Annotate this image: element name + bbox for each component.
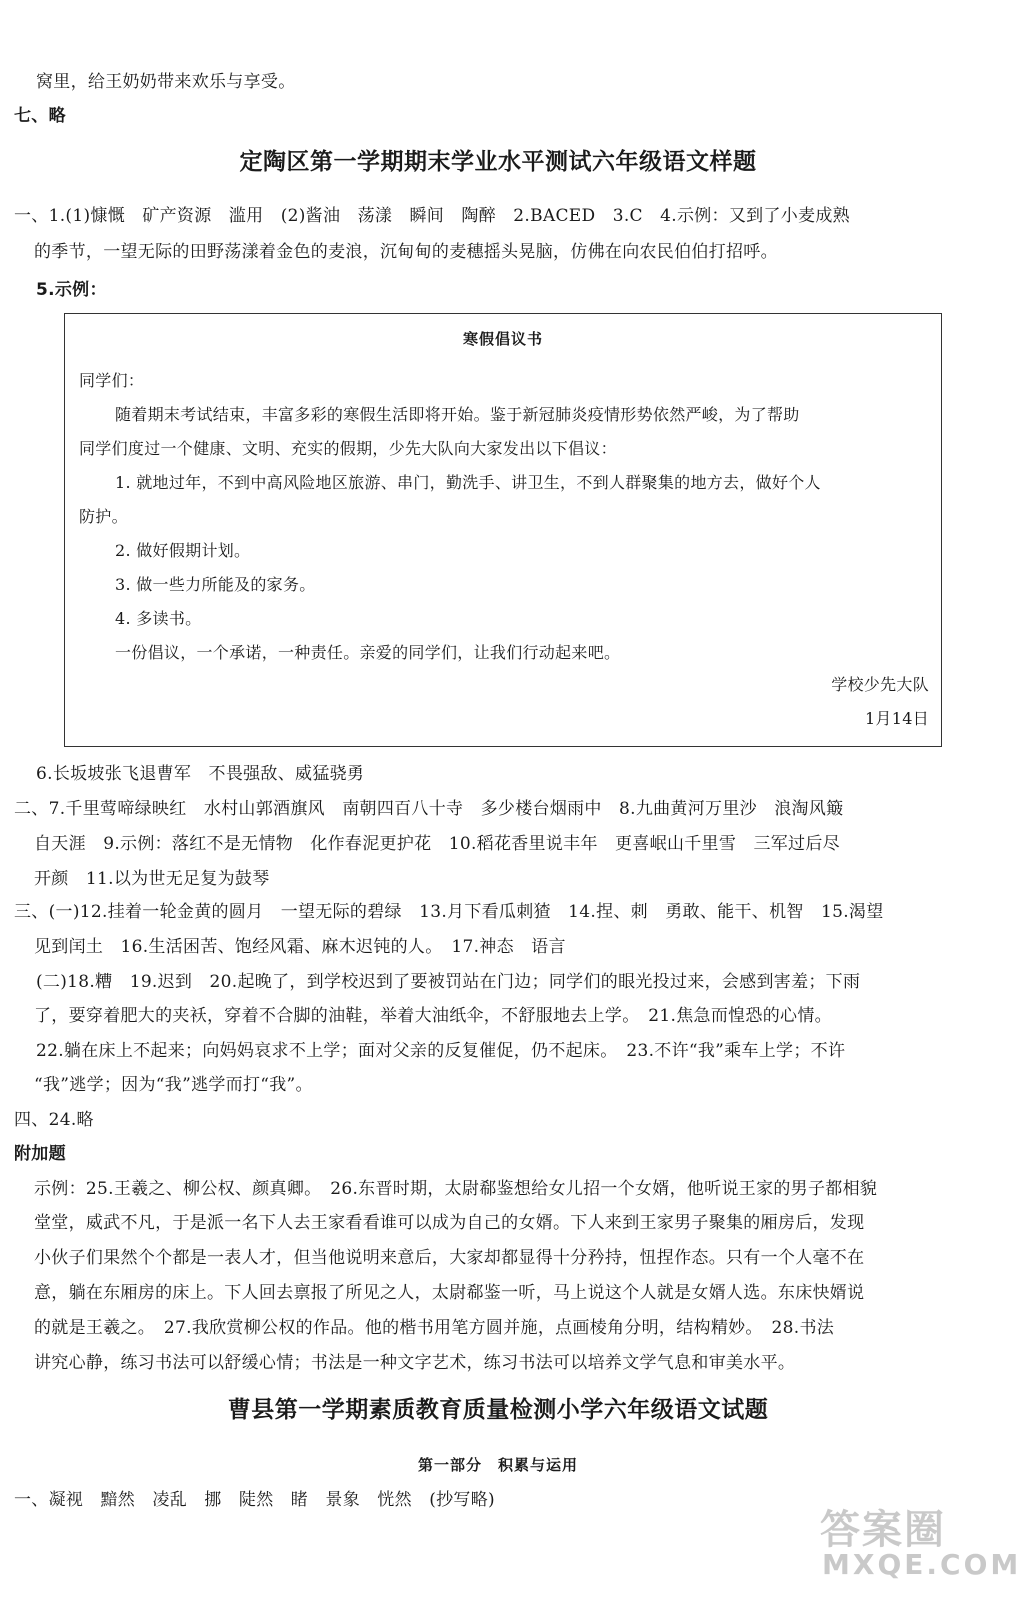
text-line: 窝里，给王奶奶带来欢乐与享受。 xyxy=(36,72,296,92)
section-title: 曹县第一学期素质教育质量检测小学六年级语文试题 xyxy=(227,1397,769,1423)
letter-line: 4. 多读书。 xyxy=(115,609,202,628)
answer-line: 开颜 11.以为世无足复为鼓琴 xyxy=(34,869,270,889)
answer-line: 一、1.(1)慷慨 矿产资源 滥用 (2)酱油 荡漾 瞬间 陶醉 2.BACED 3.C 4.示例：又到了小麦成熟 xyxy=(14,206,850,226)
answer-line: 三、(一)12.挂着一轮金黄的圆月 一望无际的碧绿 13.月下看瓜刺猹 14.捏、刺 勇敢、能干、机智 15.渴望 xyxy=(14,902,884,922)
letter-box xyxy=(64,313,942,747)
letter-date: 1月14日 xyxy=(864,709,929,728)
answer-line: 意，躺在东厢房的床上。下人回去禀报了所见之人，太尉郗鉴一听，马上说这个人就是女婿人选。东床快婿说 xyxy=(34,1283,865,1303)
answer-line: (二)18.糟 19.迟到 20.起晚了，到学校迟到了要被罚站在门边；同学们的眼光投过来，会感到害羞；下雨 xyxy=(36,972,861,992)
watermark-text-bottom: MXQE.COM xyxy=(822,1548,1021,1581)
part-title: 第一部分 积累与运用 xyxy=(417,1456,578,1474)
watermark-text-top: 答案圈 xyxy=(820,1507,946,1553)
answer-line: 22.躺在床上不起来；向妈妈哀求不上学；面对父亲的反复催促，仍不起床。 23.不许“我”乘车上学；不许 xyxy=(36,1041,846,1061)
answer-line: 一、凝视 黯然 凌乱 挪 陡然 睹 景象 恍然 (抄写略) xyxy=(14,1490,495,1510)
answer-line: 的就是王羲之。 27.我欣赏柳公权的作品。他的楷书用笔方圆并施，点画棱角分明，结构精妙。 28.书法 xyxy=(34,1318,835,1338)
answer-line: 见到闰土 16.生活困苦、饱经风霜、麻木迟钝的人。 17.神态 语言 xyxy=(34,937,566,957)
letter-line: 3. 做一些力所能及的家务。 xyxy=(115,575,316,594)
answer-line: 四、24.略 xyxy=(14,1110,94,1130)
answer-line: 堂堂，威武不凡，于是派一名下人去王家看看谁可以成为自己的女婿。下人来到王家男子聚集的厢房后，发现 xyxy=(34,1213,865,1233)
letter-line: 随着期末考试结束，丰富多彩的寒假生活即将开始。鉴于新冠肺炎疫情形势依然严峻，为了帮助 xyxy=(115,405,800,424)
answer-line: 了，要穿着肥大的夹袄，穿着不合脚的油鞋，举着大油纸伞，不舒服地去上学。 21.焦急而惶恐的心情。 xyxy=(34,1006,832,1026)
answer-line: 6.长坂坡张飞退曹军 不畏强敌、威猛骁勇 xyxy=(36,764,365,784)
letter-line: 防护。 xyxy=(79,507,128,526)
section-heading: 七、略 xyxy=(14,106,66,126)
letter-signature: 学校少先大队 xyxy=(831,675,929,694)
answer-line: 二、7.千里莺啼绿映红 水村山郭酒旗风 南朝四百八十寺 多少楼台烟雨中 8.九曲黄河万里沙 浪淘风簸 xyxy=(14,799,844,819)
answer-line: 小伙子们果然个个都是一表人才，但当他说明来意后，大家却都显得十分矜持，忸捏作态。只有一个人毫不在 xyxy=(34,1248,865,1268)
extra-label: 附加题 xyxy=(14,1144,66,1164)
letter-line: 一份倡议，一个承诺，一种责任。亲爱的同学们，让我们行动起来吧。 xyxy=(115,643,621,662)
answer-label: 5.示例： xyxy=(36,280,107,300)
letter-line: 1. 就地过年，不到中高风险地区旅游、串门，勤洗手、讲卫生，不到人群聚集的地方去，做好个人 xyxy=(115,473,821,492)
answer-line: 自天涯 9.示例：落红不是无情物 化作春泥更护花 10.稻花香里说丰年 更喜岷山千里雪 三军过后尽 xyxy=(34,834,840,854)
answer-line: 的季节，一望无际的田野荡漾着金色的麦浪，沉甸甸的麦穗摇头晃脑，仿佛在向农民伯伯打招呼。 xyxy=(34,242,778,262)
letter-line: 同学们度过一个健康、文明、充实的假期，少先大队向大家发出以下倡议： xyxy=(79,439,617,458)
watermark-logo xyxy=(816,1498,1021,1594)
letter-greeting: 同学们： xyxy=(79,371,145,390)
answer-line: 讲究心静，练习书法可以舒缓心情；书法是一种文字艺术，练习书法可以培养文学气息和审美水平。 xyxy=(34,1353,796,1373)
answer-line: “我”逃学；因为“我”逃学而打“我”。 xyxy=(34,1075,313,1095)
letter-title: 寒假倡议书 xyxy=(462,330,543,348)
letter-line: 2. 做好假期计划。 xyxy=(115,541,251,560)
section-title: 定陶区第一学期期末学业水平测试六年级语文样题 xyxy=(239,149,757,175)
answer-line: 示例：25.王羲之、柳公权、颜真卿。 26.东晋时期，太尉郗鉴想给女儿招一个女婿，他听说王家的男子都相貌 xyxy=(34,1179,878,1199)
